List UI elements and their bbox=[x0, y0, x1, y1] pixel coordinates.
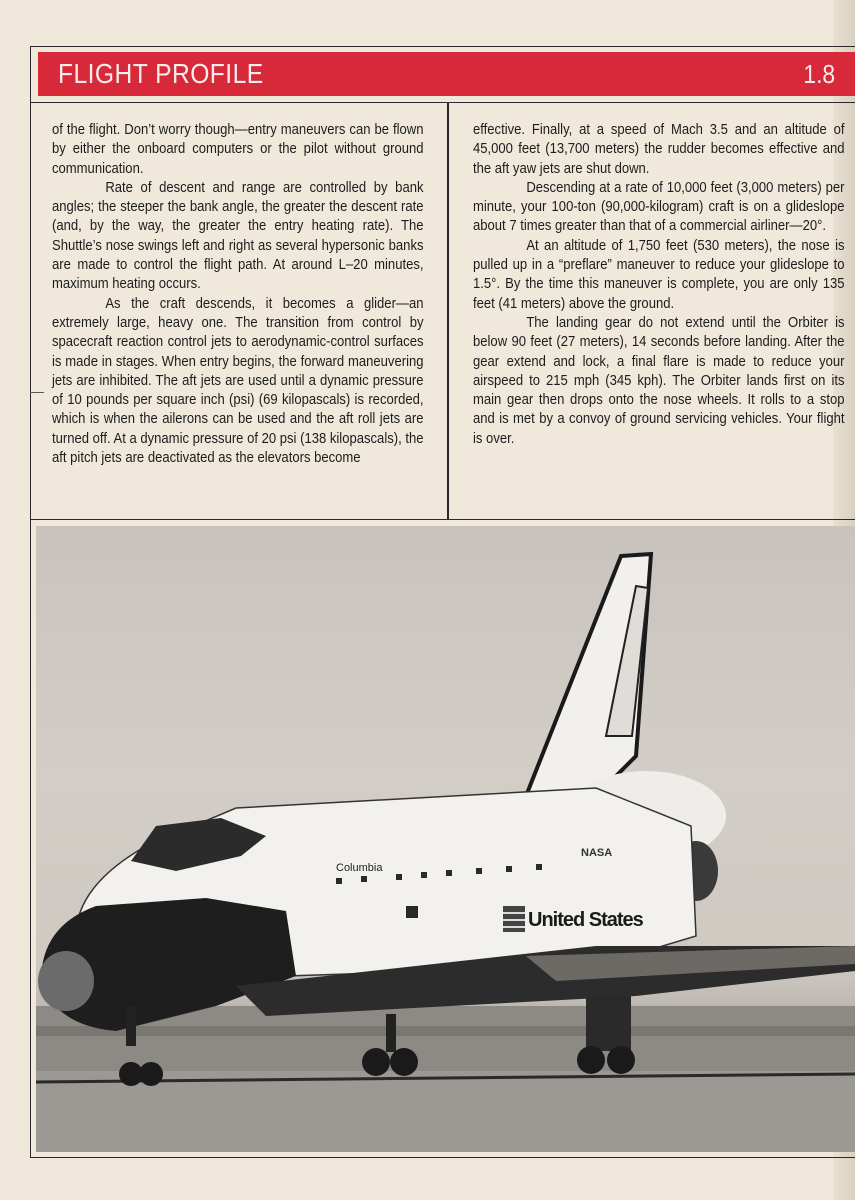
section-number: 1.8 bbox=[803, 58, 835, 89]
right-paragraph-1: effective. Finally, at a speed of Mach 3.5 and an altitude of 45,000 feet (13,700 meters) the rudder becomes effective and the aft yaw jets are shut down. bbox=[473, 121, 845, 177]
left-column bbox=[52, 120, 424, 467]
left-paragraph-3: As the craft descends, it becomes a glider—an extremely large, heavy one. The transition from control by spacecraft reaction control jets to aerodynamic-control surfaces is made in stages. When entry begins, the forward maneuvering jets are inhibited. The aft jets are used until a dynamic pressure of 10 pounds per square inch (psi) (69 kilopascals) is recorded, which is when the ailerons can be used and the aft roll jets are turned off. At a dynamic pressure of 20 psi (138 kilopascals), the aft pitch jets are deactivated as the elevators become bbox=[52, 294, 424, 467]
right-paragraph-4: The landing gear do not extend until the Orbiter is below 90 feet (27 meters), 14 seconds before landing. After the gear extend and lock, a final flare is made to reduce your airspeed to 215 mph (345 kph). The Orbiter lands first on its main gear then drops onto the nose wheels. It rolls to a stop and is met by a convoy of ground servicing vehicles. Your flight is over. bbox=[473, 313, 845, 447]
orbiter-name-label: Columbia bbox=[336, 862, 383, 874]
section-header bbox=[38, 52, 855, 96]
right-paragraph-3: At an altitude of 1,750 feet (530 meters), the nose is pulled up in a “preflare” maneuver to reduce your glideslope to 1.5°. By the time this maneuver is complete, you are only 135 feet (41 meters) above the ground. bbox=[473, 236, 845, 312]
united-states-label: United States bbox=[528, 909, 643, 931]
left-paragraph-2: Rate of descent and range are controlled by bank angles; the steeper the bank angle, the greater the descent rate (and, by the way, the greater the entry heating rate). The Shuttle’s nose swings left and right as several hypersonic banks are made to control the flight path. At around L–20 minutes, maximum heating occurs. bbox=[52, 178, 424, 293]
shuttle-photo bbox=[36, 526, 855, 1152]
right-paragraph-2: Descending at a rate of 10,000 feet (3,000 meters) per minute, your 100-ton (90,000-kilogram) craft is on a glideslope about 7 times greater than that of a commercial airliner—20°. bbox=[473, 178, 845, 235]
shuttle-illustration bbox=[36, 526, 855, 1152]
margin-mark bbox=[30, 392, 44, 393]
left-paragraph-1: of the flight. Don’t worry though—entry maneuvers can be flown by either the onboard computers or the pilot without ground communication. bbox=[52, 121, 424, 177]
nasa-logo: NASA bbox=[581, 847, 613, 859]
column-divider bbox=[447, 102, 449, 520]
section-title: FLIGHT PROFILE bbox=[58, 58, 264, 89]
right-column bbox=[473, 120, 845, 448]
